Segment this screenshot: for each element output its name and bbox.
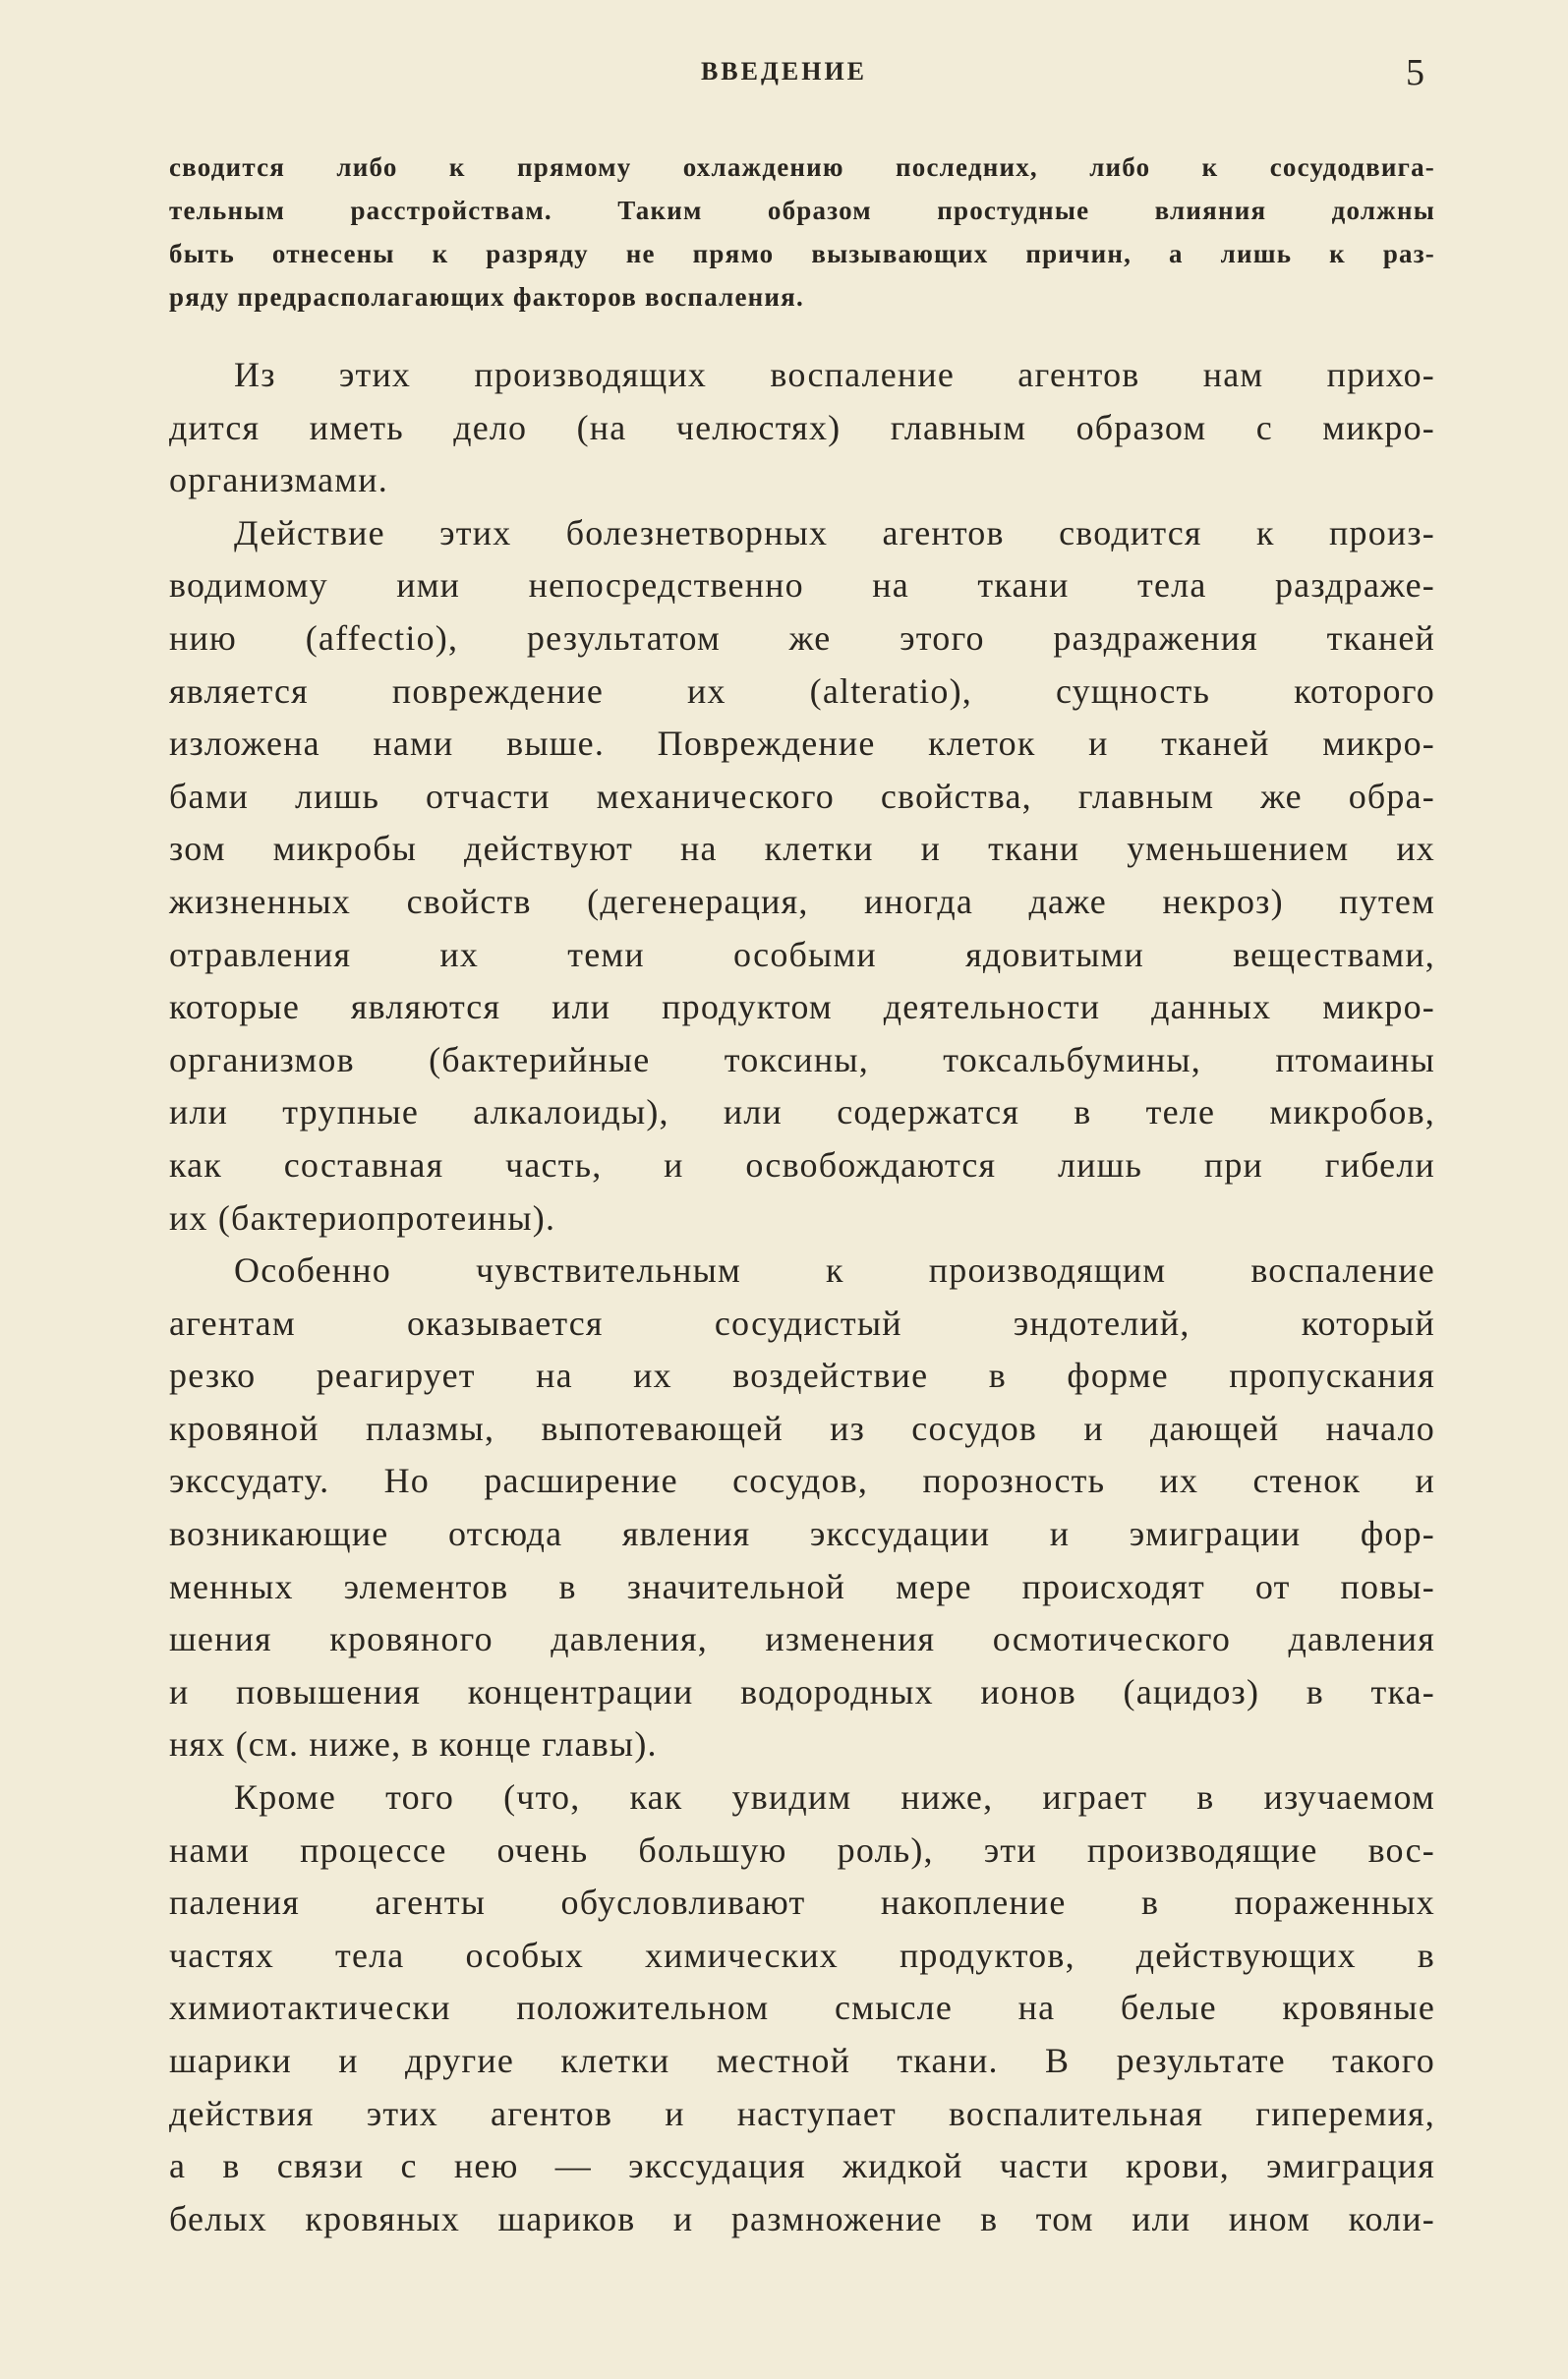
text-line: белых кровяных шариков и размножение в том или ином коли- (169, 2198, 1435, 2238)
text-line: водимому ими непосредственно на ткани тела раздраже- (169, 565, 1435, 606)
text-line: которые являются или продуктом деятельности данных микро- (169, 987, 1435, 1027)
text-line: бами лишь отчасти механического свойства, главным же обра- (169, 776, 1435, 816)
text-line: шарики и другие клетки местной ткани. В результате такого (169, 2041, 1435, 2080)
text-line: менных элементов в значительной мере происходят от повы- (169, 1566, 1435, 1606)
text-line: организмами. (169, 460, 388, 500)
text-line: ряду предрасполагающих факторов воспаления. (169, 282, 804, 312)
text-line: как составная часть, и освобождаются лишь при гибели (169, 1144, 1435, 1185)
paragraph (169, 1245, 1435, 1771)
text-line: резко реагирует на их воздействие в форме пропускания (169, 1356, 1435, 1396)
text-line: нами процессе очень большую роль), эти производящие вос- (169, 1829, 1435, 1870)
text-line: Действие этих болезнетворных агентов сводится к произ- (234, 512, 1435, 552)
text-line: Особенно чувствительным к производящим воспаление (234, 1250, 1435, 1291)
text-line: возникающие отсюда явления экссудации и эмиграции фор- (169, 1514, 1435, 1554)
text-line: а в связи с нею — экссудация жидкой части крови, эмиграция (169, 2146, 1435, 2186)
text-line: экссудату. Но расширение сосудов, порозность их стенок и (169, 1461, 1435, 1501)
text-line: является повреждение их (alteratio), сущность которого (169, 670, 1435, 711)
text-line: агентам оказывается сосудистый эндотелий, который (169, 1303, 1435, 1343)
text-line: организмов (бактерийные токсины, токсальбумины, птомаины (169, 1039, 1435, 1079)
text-line: тельным расстройствам. Таким образом простудные влияния должны (169, 196, 1435, 225)
text-line: паления агенты обусловливают накопление в пораженных (169, 1883, 1435, 1923)
small-print-passage (169, 145, 1435, 319)
text-line: действия этих агентов и наступает воспалительная гиперемия, (169, 2093, 1435, 2133)
main-text (169, 349, 1435, 2245)
text-line: химиотактически положительном смысле на белые кровяные (169, 1988, 1435, 2028)
text-line: или трупные алкалоиды), или содержатся в теле микробов, (169, 1092, 1435, 1132)
paragraph (169, 349, 1435, 507)
running-head: ВВЕДЕНИЕ (700, 57, 868, 86)
text-line: нию (affectio), результатом же этого раздражения тканей (169, 617, 1435, 658)
text-line: сводится либо к прямому охлаждению последних, либо к сосудодвига- (169, 152, 1435, 182)
text-line: нях (см. ниже, в конце главы). (169, 1724, 658, 1765)
text-line: частях тела особых химических продуктов, действующих в (169, 1935, 1435, 1975)
text-line: отравления их теми особыми ядовитыми веществами, (169, 934, 1435, 974)
text-line: и повышения концентрации водородных ионов (ацидоз) в тка- (169, 1671, 1435, 1712)
text-line: кровяной плазмы, выпотевающей из сосудов и дающей начало (169, 1408, 1435, 1448)
text-line: быть отнесены к разряду не прямо вызывающих причин, а лишь к раз- (169, 239, 1435, 268)
paragraph (169, 507, 1435, 1245)
text-line: жизненных свойств (дегенерация, иногда даже некроз) путем (169, 881, 1435, 921)
text-line: их (бактериопротеины). (169, 1197, 556, 1238)
text-line: Кроме того (что, как увидим ниже, играет в изучаемом (234, 1777, 1435, 1818)
text-line: зом микробы действуют на клетки и ткани уменьшением их (169, 829, 1435, 869)
text-line: шения кровяного давления, изменения осмотического давления (169, 1619, 1435, 1659)
text-line: изложена нами выше. Повреждение клеток и тканей микро- (169, 724, 1435, 764)
page-number: 5 (1406, 52, 1424, 93)
paragraph (169, 1771, 1435, 2245)
text-line: дится иметь дело (на челюстях) главным образом с микро- (169, 407, 1435, 447)
text-line: Из этих производящих воспаление агентов нам прихо- (234, 355, 1435, 394)
